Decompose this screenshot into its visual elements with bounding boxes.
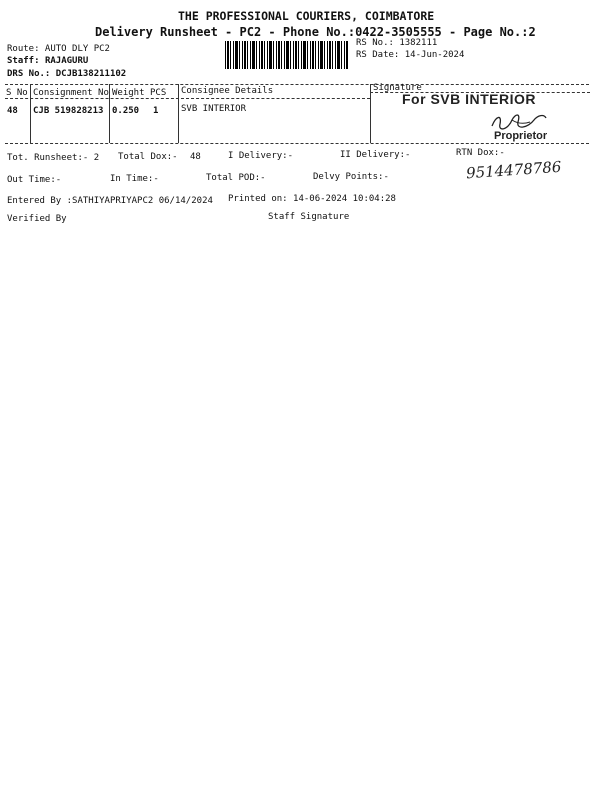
ii-delivery: II Delivery:-: [340, 150, 411, 160]
handwritten-phone: 9514478786: [465, 157, 562, 183]
in-time: In Time:-: [110, 174, 159, 184]
staff-line: [7, 56, 88, 66]
delvy-points: Delvy Points:-: [313, 172, 389, 182]
rtn-dox: RTN Dox:-: [456, 148, 505, 158]
staff-label: Staff:: [7, 56, 40, 66]
entered-by: Entered By :SATHIYAPRIYAPC2 06/14/2024: [7, 196, 213, 206]
verified-by: Verified By: [7, 214, 67, 224]
col-header-consignee: Consignee Details: [181, 86, 274, 96]
col-header-weight: Weight: [112, 88, 145, 98]
staff-value: RAJAGURU: [44, 56, 89, 66]
runsheet-title: Delivery Runsheet - PC2 - Phone No.:0422-3505555 - Page No.:2: [95, 25, 536, 39]
total-dox-value: 48: [190, 152, 201, 162]
rs-date: RS Date: 14-Jun-2024: [356, 50, 465, 60]
row-consignment: CJB 519828213: [33, 106, 104, 116]
col-header-sno: S No: [6, 88, 28, 98]
total-pod: Total POD:-: [206, 173, 266, 183]
barcode: [225, 41, 348, 69]
drs-number: DRS No.: DCJB138211102: [7, 69, 127, 79]
col-divider: [370, 84, 371, 143]
out-time: Out Time:-: [7, 175, 62, 185]
table-top-rule: [5, 84, 589, 85]
row-sno: 48: [7, 106, 18, 116]
row-weight: 0.250: [112, 106, 140, 116]
route-text: Route: AUTO DLY PC2: [7, 44, 110, 54]
col-divider: [30, 84, 31, 143]
col-header-pcs: PCS: [150, 88, 167, 98]
col-divider: [178, 84, 179, 143]
row-consignee: SVB INTERIOR: [181, 104, 247, 114]
rs-number: RS No.: 1382111: [356, 38, 438, 48]
col-header-consignment: Consignment No: [33, 88, 109, 98]
company-title: THE PROFESSIONAL COURIERS, COIMBATORE: [178, 9, 435, 23]
table-bottom-rule: [5, 143, 589, 144]
company-stamp: For SVB INTERIOR: [402, 91, 537, 107]
tot-runsheet: Tot. Runsheet:- 2: [7, 153, 100, 163]
staff-signature-label: Staff Signature: [268, 212, 350, 222]
i-delivery: I Delivery:-: [228, 151, 294, 161]
total-dox-label: Total Dox:-: [118, 152, 178, 162]
row-pcs: 1: [153, 106, 159, 116]
printed-on: Printed on: 14-06-2024 10:04:28: [228, 194, 396, 204]
proprietor-stamp: Proprietor: [494, 130, 548, 142]
col-divider: [109, 84, 110, 143]
header-bottom-rule: [5, 98, 370, 99]
col-header-signature: Signature: [373, 83, 422, 93]
